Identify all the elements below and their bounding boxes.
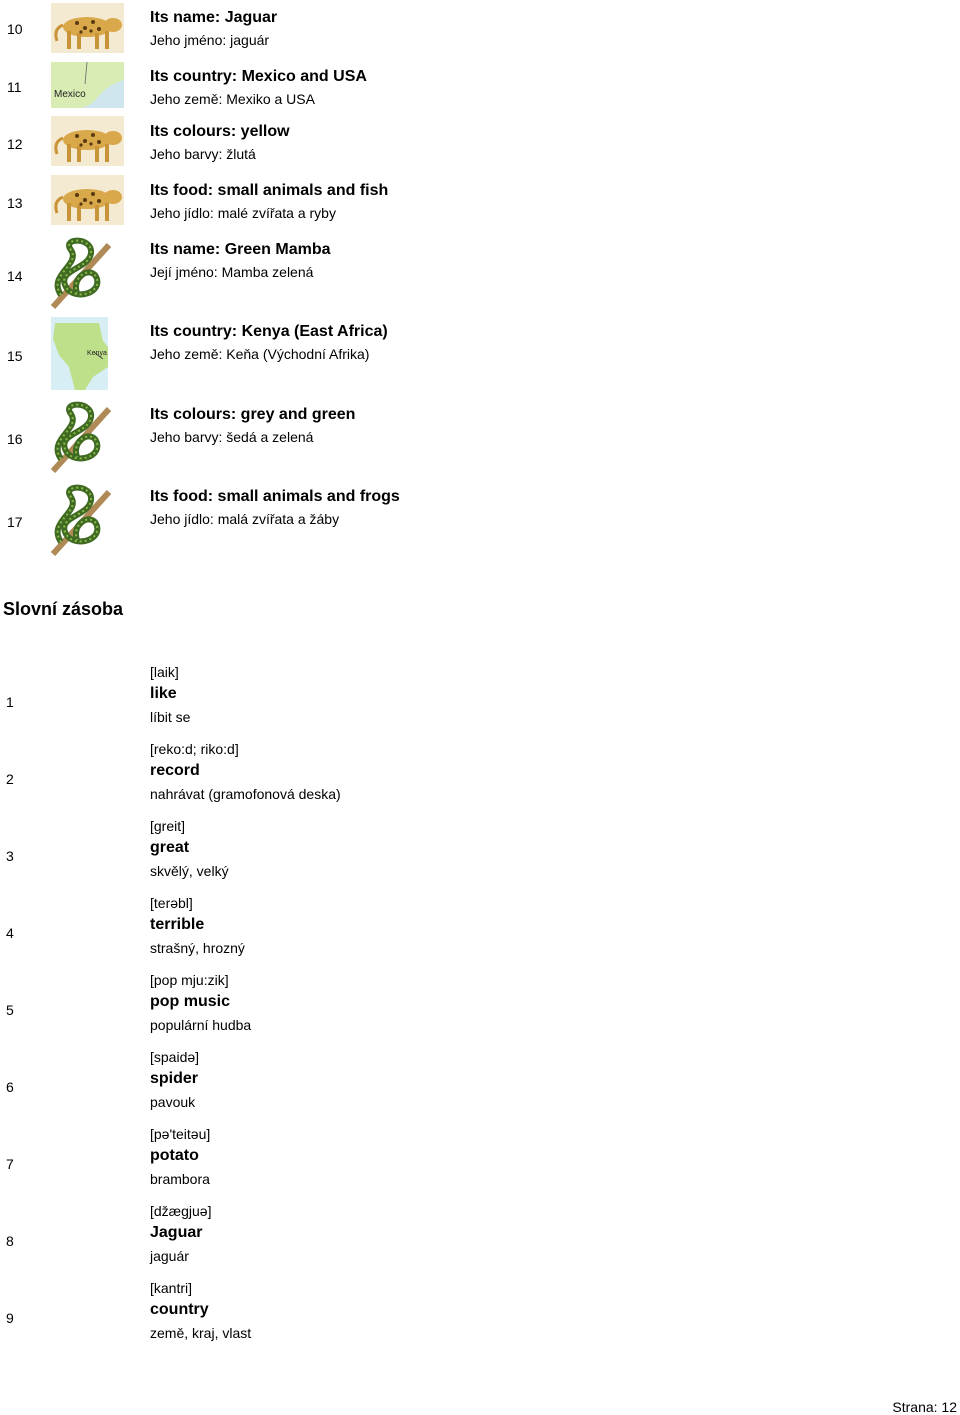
vocab-translation: líbit se xyxy=(150,709,191,725)
fact-card xyxy=(0,477,960,560)
vocab-translation: pavouk xyxy=(150,1094,196,1110)
section-title: Slovní zásoba xyxy=(3,599,124,619)
fact-card xyxy=(0,112,960,170)
vocab-item xyxy=(0,1122,960,1199)
fact-english: Its colours: yellow xyxy=(150,123,290,140)
vocab-translation: brambora xyxy=(150,1171,210,1187)
vocab-pronunciation: [džægjuə] xyxy=(150,1203,212,1219)
fact-czech: Jeho barvy: šedá a zelená xyxy=(150,429,314,445)
snake-image xyxy=(51,399,111,473)
map-label: Mexico xyxy=(54,89,86,100)
fact-czech: Jeho barvy: žlutá xyxy=(150,146,256,162)
vocab-pronunciation: [greit] xyxy=(150,818,186,834)
fact-number: 10 xyxy=(7,21,23,37)
fact-number: 14 xyxy=(7,268,23,284)
vocab-item xyxy=(0,1045,960,1122)
vocab-pronunciation: [laik] xyxy=(150,664,179,680)
snake-image xyxy=(51,235,111,309)
vocab-number: 3 xyxy=(6,848,14,864)
vocab-translation: nahrávat (gramofonová deska) xyxy=(150,786,341,802)
vocab-pronunciation: [pop mju:zik] xyxy=(150,972,229,988)
vocab-item xyxy=(0,814,960,891)
vocab-pronunciation: [kantri] xyxy=(150,1280,193,1296)
vocab-pronunciation: [terəbl] xyxy=(150,895,193,911)
vocab-word: terrible xyxy=(150,916,205,933)
fact-english: Its country: Kenya (East Africa) xyxy=(150,323,388,340)
vocab-item xyxy=(0,737,960,814)
vocab-number: 6 xyxy=(6,1079,14,1095)
fact-card xyxy=(0,170,960,230)
vocab-translation: skvělý, velký xyxy=(150,863,229,879)
vocab-item xyxy=(0,968,960,1045)
jaguar-image xyxy=(51,3,124,53)
vocab-translation: strašný, hrozný xyxy=(150,940,245,956)
jaguar-image xyxy=(51,116,124,166)
vocab-word: potato xyxy=(150,1147,199,1164)
vocab-number: 9 xyxy=(6,1310,14,1326)
fact-czech: Jeho země: Keňa (Východní Afrika) xyxy=(150,346,370,362)
vocab-word: great xyxy=(150,839,190,856)
vocab-word: record xyxy=(150,762,200,779)
vocab-word: country xyxy=(150,1301,209,1318)
map-africa-image xyxy=(51,317,108,390)
fact-card xyxy=(0,394,960,477)
fact-card xyxy=(0,230,960,312)
vocab-translation: země, kraj, vlast xyxy=(150,1325,252,1341)
vocab-word: pop music xyxy=(150,993,231,1010)
vocab-number: 7 xyxy=(6,1156,14,1172)
fact-number: 16 xyxy=(7,431,23,447)
map-label: Kenya xyxy=(87,350,107,357)
fact-number: 11 xyxy=(7,79,22,95)
fact-czech: Jeho jméno: jaguár xyxy=(150,32,270,48)
fact-number: 17 xyxy=(7,514,23,530)
fact-card xyxy=(0,0,960,58)
vocab-number: 4 xyxy=(6,925,14,941)
fact-czech: Jeho země: Mexiko a USA xyxy=(150,91,315,107)
map-mexico-image xyxy=(51,62,124,108)
fact-english: Its colours: grey and green xyxy=(150,406,356,423)
fact-czech: Její jméno: Mamba zelená xyxy=(150,264,314,280)
vocab-item xyxy=(0,891,960,968)
snake-image xyxy=(51,482,111,556)
fact-number: 12 xyxy=(7,136,23,152)
vocab-number: 2 xyxy=(6,771,14,787)
fact-number: 15 xyxy=(7,348,23,364)
vocab-number: 5 xyxy=(6,1002,14,1018)
fact-number: 13 xyxy=(7,195,23,211)
fact-english: Its food: small animals and fish xyxy=(150,182,389,199)
fact-english: Its country: Mexico and USA xyxy=(150,68,367,85)
vocab-pronunciation: [reko:d; riko:d] xyxy=(150,741,239,757)
vocab-word: Jaguar xyxy=(150,1224,203,1241)
vocab-item xyxy=(0,1276,960,1353)
vocab-item xyxy=(0,660,960,737)
jaguar-image xyxy=(51,175,124,225)
vocab-word: spider xyxy=(150,1070,199,1087)
fact-card xyxy=(0,58,960,112)
fact-card xyxy=(0,312,960,394)
vocab-pronunciation: [spaidə] xyxy=(150,1049,200,1065)
fact-english: Its food: small animals and frogs xyxy=(150,488,400,505)
vocab-item xyxy=(0,1199,960,1276)
fact-english: Its name: Jaguar xyxy=(150,9,278,26)
fact-czech: Jeho jídlo: malá zvířata a žáby xyxy=(150,511,340,527)
fact-czech: Jeho jídlo: malé zvířata a ryby xyxy=(150,205,336,221)
vocab-translation: jaguár xyxy=(150,1248,189,1264)
fact-english: Its name: Green Mamba xyxy=(150,241,331,258)
vocab-number: 1 xyxy=(6,694,14,710)
page-number: Strana: 12 xyxy=(892,1399,957,1415)
vocab-word: like xyxy=(150,685,177,702)
vocab-number: 8 xyxy=(6,1233,14,1249)
vocab-pronunciation: [pə'teitəu] xyxy=(150,1126,211,1142)
vocab-translation: populární hudba xyxy=(150,1017,252,1033)
